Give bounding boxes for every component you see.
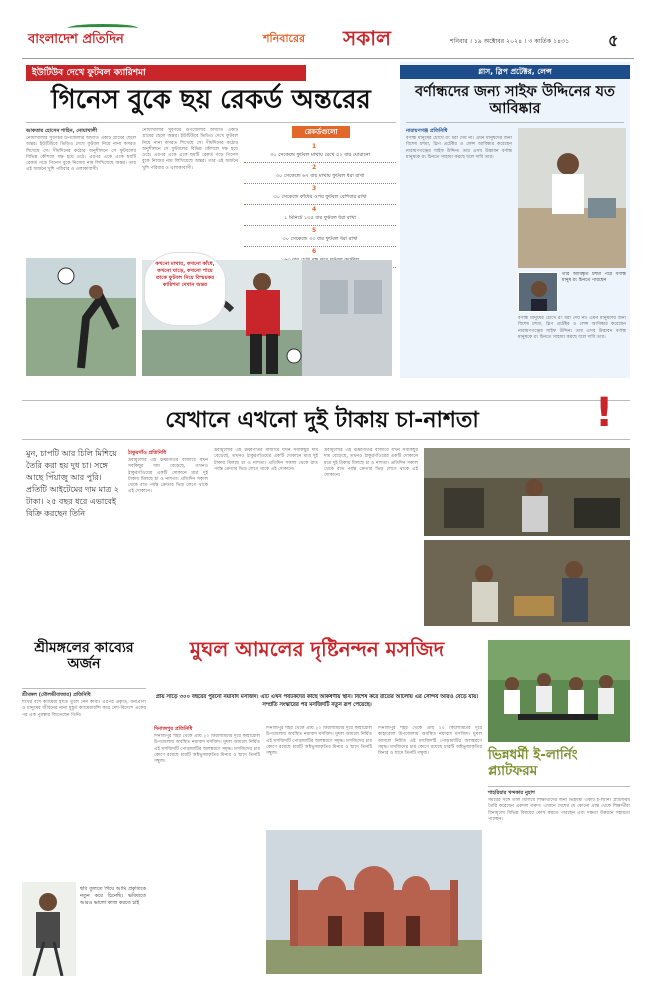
elearning-headline: ভিন্নধর্মী ই-লার্নিং প্ল্যাটফরম <box>488 747 578 779</box>
guinness-byline: আকতার হোসেন শাহিন, নোয়াখালী <box>26 128 98 134</box>
guinness-rule <box>26 122 396 123</box>
poetry-quote: ছবি তুলতে গিয়ে আমি প্রকৃতিকে নতুন করে চিনেছি। ভবিষ্যতে আরও ভালো কাজ করতে চাই <box>80 886 146 906</box>
elearning-photo <box>488 640 630 742</box>
tea-callout <box>26 448 122 624</box>
photographer-photo <box>22 882 76 976</box>
juggler-photo <box>26 258 136 376</box>
callout-bubble <box>144 252 226 326</box>
mosque-body-col2: দিনাজপুর শহর থেকে প্রায় ২০ কিলোমিটার দূরে কাহারোল উপজেলায় অবস্থিত নয়াবাদ মসজিদ। মুঘল আমলে নির্মিত এই মসজিদটি পোড়ামাটির অলঙ্করণে সমৃদ্ধ। মসজিদের চার কোণে রয়েছে চারটি অষ্টভুজাকৃতির মিনার ও ছাদে তিনটি গম্বুজ। <box>266 726 372 757</box>
record-text: ৩০ সেকেন্ডে কাঁধের ওপর ফুটবল বেশিবার রাখা <box>273 194 367 200</box>
section-main: সকাল <box>343 26 391 50</box>
inventor-headline: বর্ণান্ধদের জন্য সাইফ উদ্দিনের যত আবিষ্কার <box>415 84 615 117</box>
inventor-kicker: গ্লাস, স্লিপ প্রটেক্টর, লেন্স <box>400 65 630 79</box>
mosque-article <box>150 636 484 976</box>
records-title: রেকর্ডগুলো <box>292 126 350 138</box>
date-line: শনিবার । ১৯ অক্টোবর ২০২৪ । ৩ কার্তিক ১৪৩১ <box>450 38 570 45</box>
elearning-article <box>488 636 630 976</box>
guinness-headline: গিনেস বুকে ছয় রেকর্ড অন্তরের <box>51 85 371 115</box>
masthead <box>0 0 650 62</box>
tea-stall-photo-bottom <box>424 540 630 626</box>
inventor-body: বর্ণান্ধ মানুষের চোখে রং ধরা দেয় না। এমন মানুষদের জন্য বিশেষ চশমা, স্লিপ প্রটেক্টর ও লেন্স আবিষ্কার করেছেন নারায়ণগঞ্জের সাইফ উদ্দিন। তার এসব উদ্ভাবন বর্ণান্ধ মানুষকে রং চিনতে সাহায্য করছে বলে দাবি তার। <box>406 136 512 160</box>
inventor-photo <box>518 128 626 268</box>
mosque-headline: মুঘল আমলের দৃষ্টিনন্দন মসজিদ <box>189 637 445 661</box>
page-number: ৫ <box>608 31 619 50</box>
section-prefix: শনিবারের <box>263 32 306 45</box>
record-text: ৩০ সেকেন্ডে ফুটবল মাথায় রেখে ৫২ বার ঘোরানো <box>270 152 370 158</box>
poetry-byline: শ্রীমঙ্গল (মৌলভীবাজার) প্রতিনিধি <box>22 692 91 698</box>
elearning-body: সময়ের সঙ্গে তাল মিলিয়ে শিক্ষার্থীদের জন্য ভিন্নধর্মী একটি ই-লার্নিং প্ল্যাটফরম তৈরি করেছেন একদল তরুণ। এখানে দেশের যে কোনো প্রান্ত থেকে শিক্ষার্থীরা বিনামূল্যে বিভিন্ন বিষয়ের কোর্স করতে পারছেন এবং দক্ষতা উন্নয়নে সহায়তা পাচ্ছেন। <box>488 798 630 822</box>
record-number: 5 <box>312 227 317 234</box>
poetry-body: শখের বশে ক্যামেরা হাতে তুলে নেন কাব্য। এরপর প্রকৃতি, বন্যপ্রাণী ও মানুষের জীবনের নানা মুহূর্ত ক্যামেরাবন্দি করে দেশ-বিদেশে একের পর এক পুরস্কার জিতেছেন তিনি। <box>22 700 146 718</box>
poetry-rule <box>22 688 146 689</box>
tea-body-col3: দ্রব্যমূল্যের এই ঊর্ধ্বগতির বাজারে যখন সবকিছুর দাম বেড়েছে, তখনও ঠাকুরগাঁওয়ের একটি দোকানে মাত্র দুই টাকায় মিলছে চা ও নাশতা। প্রতিদিন সকাল থেকে রাত পর্যন্ত ক্রেতার ভিড় লেগে থাকে এই দোকানে। <box>324 448 418 479</box>
poetry-article <box>22 636 146 976</box>
poetry-headline: শ্রীমঙ্গলের কাব্যের অর্জন <box>34 640 134 673</box>
mosque-photo <box>266 830 482 974</box>
tea-byline: ঠাকুরগাঁও প্রতিনিধি <box>128 450 167 456</box>
record-item <box>244 205 396 226</box>
record-item <box>244 163 396 184</box>
record-number: 2 <box>312 164 317 171</box>
record-item <box>244 226 396 247</box>
records-box <box>244 126 396 274</box>
tea-callout-text: মুন, চাপটি আর চিলি মিশিয়ে তৈরি করা হয় দুধ চা। সঙ্গে আছে পিঁয়াজু আর পুরি। প্রতিটি আইটেমের দাম মাত্র ২ টাকা। ২৫ বছর ধরে এভাবেই বিক্রি করছেন তিনি <box>26 449 120 518</box>
tea-body: দ্রব্যমূল্যের এই ঊর্ধ্বগতির বাজারে যখন সবকিছুর দাম বেড়েছে, তখনও ঠাকুরগাঁওয়ের একটি দোকানে মাত্র দুই টাকায় মিলছে চা ও নাশতা। প্রতিদিন সকাল থেকে রাত পর্যন্ত ক্রেতার ভিড় লেগে থাকে এই দোকানে। <box>128 458 208 495</box>
glasses-inset-photo <box>518 272 558 312</box>
record-number: 4 <box>312 206 317 213</box>
tea-stall-photo-top <box>424 448 630 536</box>
masthead-rule <box>22 58 634 59</box>
tea-article <box>22 390 630 630</box>
tea-photo-portrait <box>126 448 130 449</box>
brand-name: বাংলাদেশ প্রতিদিন <box>28 32 124 47</box>
tea-body-col2: দ্রব্যমূল্যের এই ঊর্ধ্বগতির বাজারে যখন সবকিছুর দাম বেড়েছে, তখনও ঠাকুরগাঁওয়ের একটি দোকানে মাত্র দুই টাকায় মিলছে চা ও নাশতা। প্রতিদিন সকাল থেকে রাত পর্যন্ত ক্রেতার ভিড় লেগে থাকে এই দোকানে। <box>214 448 318 472</box>
inventor-rule <box>406 122 624 123</box>
elearning-rule <box>488 786 630 787</box>
section-logo <box>263 24 453 54</box>
inventor-caption: তার আবিষ্কৃত চশমা পরে বর্ণান্ধ মানুষ রং চিনতে পারছেন <box>562 272 626 284</box>
record-item <box>244 142 396 163</box>
record-item <box>244 184 396 205</box>
record-text: ১ মিনিটে ১৩৫ বার ফুটবল ধরা রাখা <box>284 215 356 221</box>
tea-headline: যেখানে এখনো দুই টাকায় চা-নাশতা <box>165 408 479 433</box>
mosque-body-col3: দিনাজপুর শহর থেকে প্রায় ২০ কিলোমিটার দূরে কাহারোল উপজেলায় অবস্থিত নয়াবাদ মসজিদ। মুঘল আমলে নির্মিত এই মসজিদটি পোড়ামাটির অলঙ্করণে সমৃদ্ধ। মসজিদের চার কোণে রয়েছে চারটি অষ্টভুজাকৃতির মিনার ও ছাদে তিনটি গম্বুজ। <box>378 726 482 757</box>
record-number: 1 <box>312 143 317 150</box>
mosque-deck: প্রায় সাড়ে ৩০০ বছরের পুরনো নয়াবাদ মসজিদ। এটি এখন পর্যটকদের কাছে আকর্ষণীয় স্থান। বিশেষ করে রাতের আলোয় এর সৌন্দর্য আরও বেড়ে যায়। সম্প্রতি সংস্কারের পর মসজিদটি নতুন রূপ পেয়েছে। <box>155 694 479 708</box>
elearning-byline: শাহরিয়ার খন্দকার নুহাশ <box>488 790 535 796</box>
record-number: 6 <box>312 248 317 255</box>
guinness-article <box>26 62 396 378</box>
guinness-kicker: ইউটিউব দেখে ফুটবল ক্যারিশমা <box>26 65 306 81</box>
record-number: 3 <box>312 185 317 192</box>
records-list <box>244 142 396 268</box>
mosque-body: দিনাজপুর শহর থেকে প্রায় ২০ কিলোমিটার দূরে কাহারোল উপজেলায় অবস্থিত নয়াবাদ মসজিদ। মুঘল আমলে নির্মিত এই মসজিদটি পোড়ামাটির অলঙ্করণে সমৃদ্ধ। মসজিদের চার কোণে রয়েছে চারটি অষ্টভুজাকৃতির মিনার ও ছাদে তিনটি গম্বুজ। <box>154 734 260 765</box>
tea-exclamation: ! <box>595 390 614 436</box>
inventor-byline: নারায়ণগঞ্জ প্রতিনিধি <box>406 128 448 134</box>
record-text: ৩০ সেকেন্ডে ৬৭ বার মাথায় ফুটবল ধরা রাখা <box>275 173 365 179</box>
brand-logo <box>28 30 178 52</box>
inventor-article <box>400 62 630 378</box>
mosque-byline: দিনাজপুর প্রতিনিধি <box>154 726 193 732</box>
guinness-body: নোয়াখালীর সুবর্ণচর উপজেলার অখ্যাত একটি গ্রামের ছেলে অন্তর। ইউটিউবে ভিডিও দেখে ফুটবল নিয়ে নানা কসরত শিখেছে সে। দীর্ঘদিনের কঠোর অনুশীলনে সে ফুটবলের বিভিন্ন কৌশলে দক্ষ হয়ে ওঠে। এরপর একে একে ছয়টি রেকর্ড গড়ে গিনেস বুকে নিজের নাম লিখিয়েছে অন্তর। তার এই অর্জনে খুশি পরিবার ও এলাকাবাসী। <box>26 136 136 173</box>
inventor-body-col2: বর্ণান্ধ মানুষের চোখে রং ধরা দেয় না। এমন মানুষদের জন্য বিশেষ চশমা, স্লিপ প্রটেক্টর ও লেন্স আবিষ্কার করেছেন নারায়ণগঞ্জের সাইফ উদ্দিন। তার এসব উদ্ভাবন বর্ণান্ধ মানুষকে রং চিনতে সাহায্য করছে বলে দাবি তার। <box>518 316 626 340</box>
guinness-body-col2: নোয়াখালীর সুবর্ণচর উপজেলার অখ্যাত একটি গ্রামের ছেলে অন্তর। ইউটিউবে ভিডিও দেখে ফুটবল নিয়ে নানা কসরত শিখেছে সে। দীর্ঘদিনের কঠোর অনুশীলনে সে ফুটবলের বিভিন্ন কৌশলে দক্ষ হয়ে ওঠে। এরপর একে একে ছয়টি রেকর্ড গড়ে গিনেস বুকে নিজের নাম লিখিয়েছে অন্তর। তার এই অর্জনে খুশি পরিবার ও এলাকাবাসী। <box>142 128 238 171</box>
callout-text: কখনো মাথায়, কখনো কাঁধে, কখনো ঘাড়ে, কখনো পায়ে তাকে ফুটবল নিয়ে বিস্ময়কর কারিশমা দেখান অন্তর <box>155 261 215 288</box>
record-text: ৩০ সেকেন্ডে ৩৩ বার ফুটবল ধরা রাখা <box>282 236 358 242</box>
